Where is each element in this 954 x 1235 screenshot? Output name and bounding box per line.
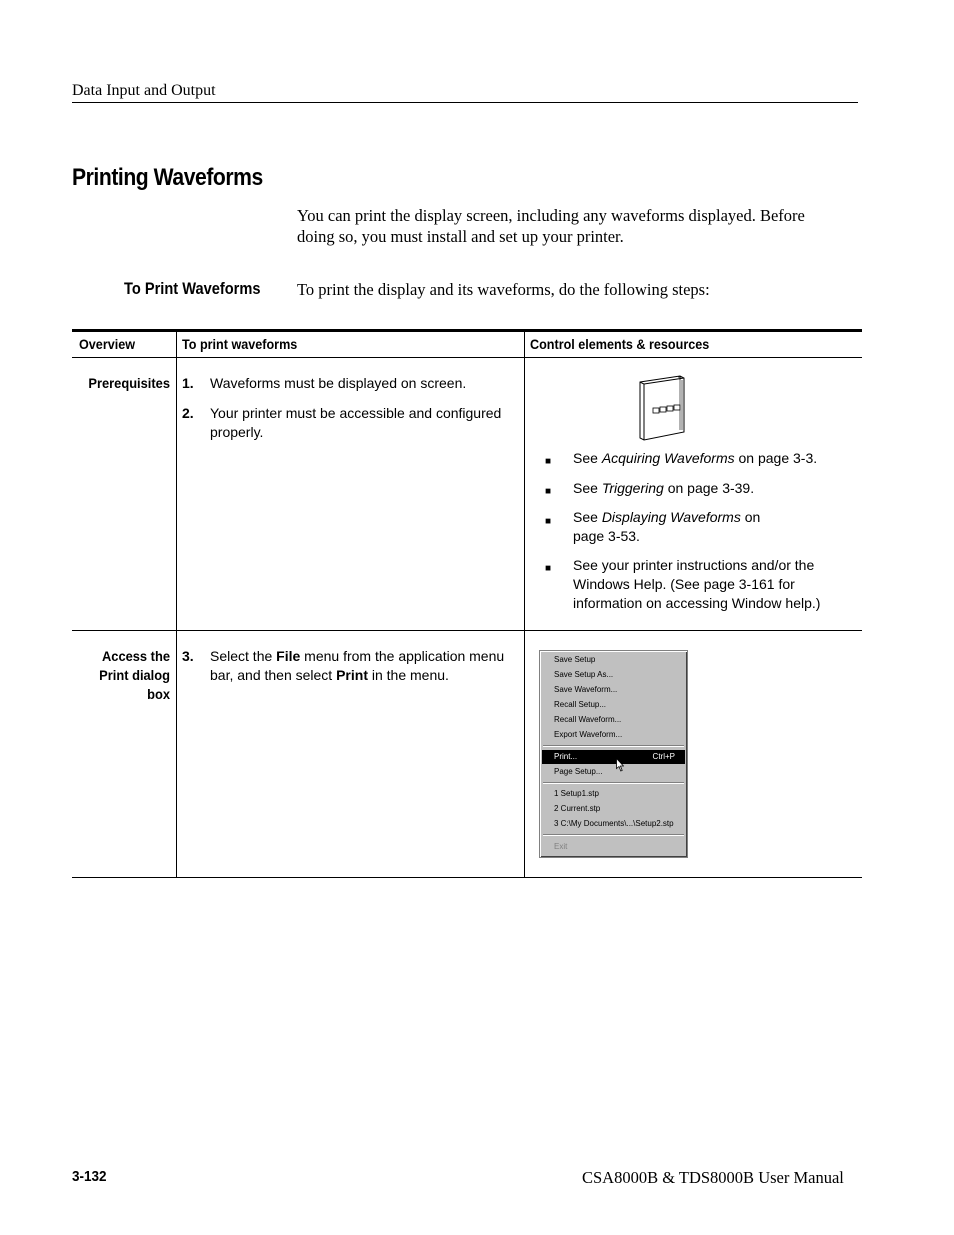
menu-item-page-setup[interactable]: Page Setup... — [554, 767, 603, 776]
table-top-rule — [72, 329, 862, 332]
menu-item-recent-2[interactable]: 2 Current.stp — [554, 804, 601, 813]
menu-item-save-setup[interactable]: Save Setup — [554, 655, 596, 664]
step-text: Your printer must be accessible and configured properly. — [210, 405, 502, 440]
menu-item-save-setup-as[interactable]: Save Setup As... — [554, 670, 614, 679]
cursor-arrow-icon — [616, 758, 624, 772]
table-header-controls: Control elements & resources — [530, 336, 710, 352]
section-title: Printing Waveforms — [72, 164, 263, 191]
resource-reference: See Triggering on page 3-39. — [573, 480, 755, 496]
table-header-overview: Overview — [79, 336, 136, 352]
menu-item-recall-waveform[interactable]: Recall Waveform... — [554, 715, 622, 724]
bullet-square: ■ — [545, 516, 552, 527]
bullet-square: ■ — [545, 456, 552, 467]
bullet-square: ■ — [545, 486, 552, 497]
menu-item-recent-1[interactable]: 1 Setup1.stp — [554, 789, 599, 798]
step-number: 2. — [182, 405, 194, 421]
resource-reference: See Displaying Waveforms on page 3-53. — [573, 509, 761, 544]
table-header-steps: To print waveforms — [182, 336, 298, 352]
menu-item-save-waveform[interactable]: Save Waveform... — [554, 685, 618, 694]
sub-heading: To Print Waveforms — [124, 279, 261, 298]
book-icon — [634, 374, 690, 444]
running-header: Data Input and Output — [72, 82, 216, 99]
menu-item-print[interactable]: Print... Ctrl+P — [542, 750, 685, 764]
table-header-rule — [72, 357, 862, 358]
menu-item-exit[interactable]: Exit — [554, 842, 568, 851]
header-rule — [72, 102, 858, 103]
table-bottom-rule — [72, 877, 862, 878]
menu-separator — [543, 745, 684, 747]
step-number: 1. — [182, 375, 194, 391]
bullet-square: ■ — [545, 563, 552, 574]
file-menu — [539, 650, 688, 858]
row-label-prerequisites: Prerequisites — [88, 375, 170, 391]
menu-item-recent-3[interactable]: 3 C:\My Documents\...\Setup2.stp — [554, 819, 674, 828]
resource-reference: See your printer instructions and/or the Windows Help. (See page 3-161 for information on accessing Window help.) — [573, 557, 821, 611]
table-row-divider — [72, 630, 862, 631]
menu-separator — [543, 834, 684, 836]
table-column-divider — [176, 332, 177, 878]
step-text: Waveforms must be displayed on screen. — [210, 375, 467, 391]
intro-paragraph: You can print the display screen, including any waveforms displayed. Before doing so, you must install and set up your printer. — [297, 206, 805, 246]
row-label-access-print: Access the Print dialog box — [99, 648, 170, 702]
sub-heading-text: To print the display and its waveforms, do the following steps: — [297, 280, 710, 299]
page-number: 3-132 — [72, 1168, 107, 1185]
menu-item-export-waveform[interactable]: Export Waveform... — [554, 730, 623, 739]
menu-item-recall-setup[interactable]: Recall Setup... — [554, 700, 607, 709]
menu-separator — [543, 782, 684, 784]
table-column-divider — [524, 332, 525, 878]
resource-reference: See Acquiring Waveforms on page 3-3. — [573, 450, 818, 466]
step-number: 3. — [182, 648, 194, 664]
manual-title: CSA8000B & TDS8000B User Manual — [582, 1168, 844, 1187]
step-text: Select the File menu from the application menu bar, and then select Print in the menu. — [210, 648, 505, 683]
